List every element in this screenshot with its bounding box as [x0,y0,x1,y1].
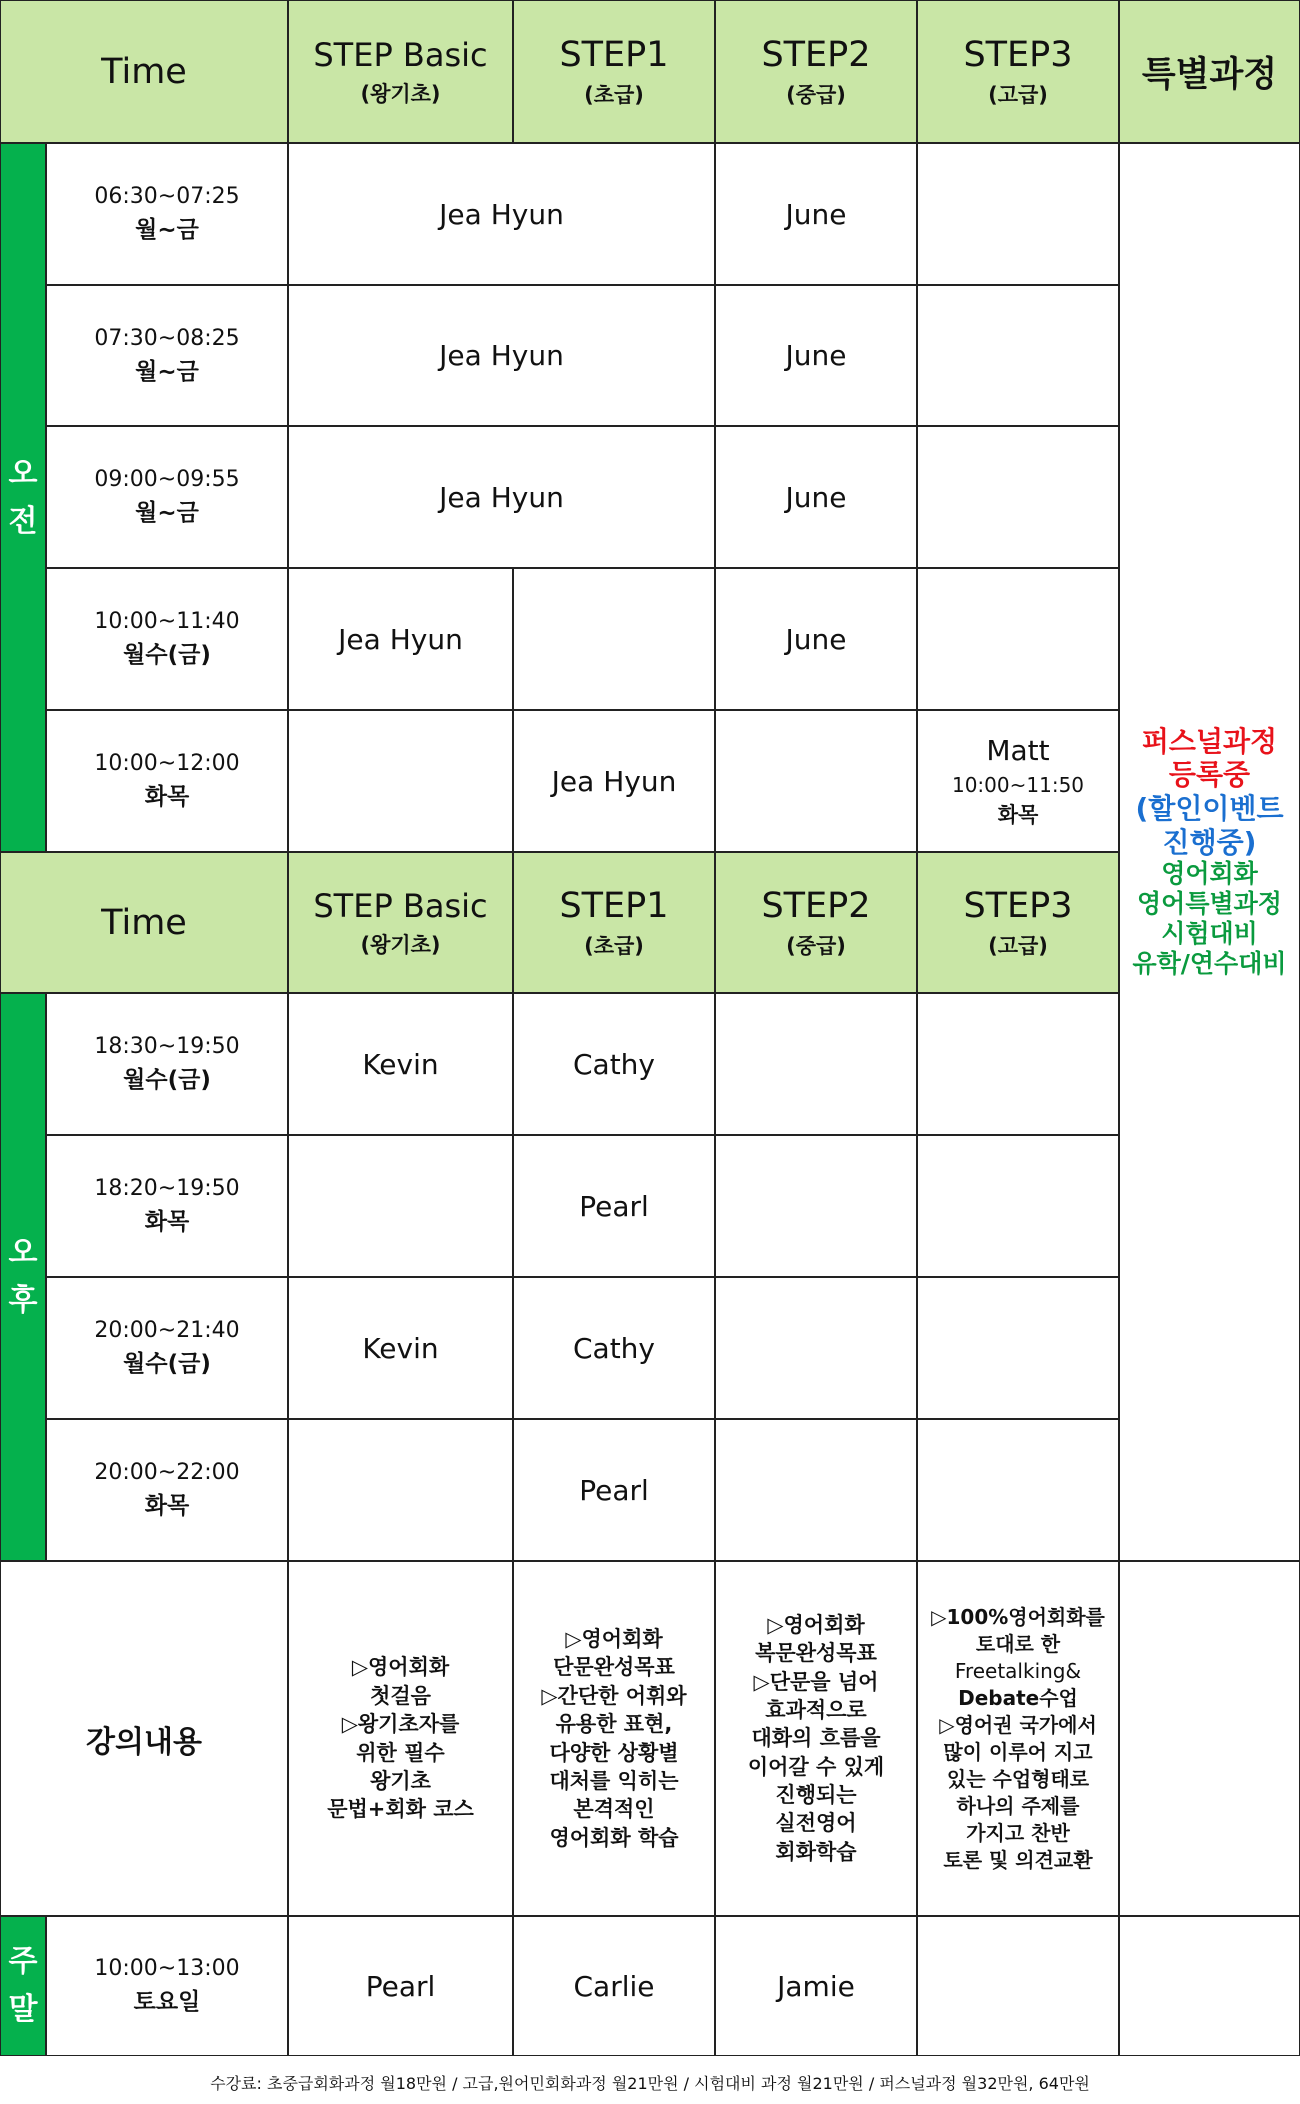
weekend-step1-teacher: Carlie [573,1969,655,2003]
am-row2-step2 [715,285,917,426]
header-step-basic-sub: (왕기초) [360,81,441,106]
section-am-text: 오 전 [8,455,38,539]
pm-row4-time [46,1419,288,1561]
header-special-title: 특별과정 [1141,54,1278,95]
pm-row1-step1 [513,993,715,1135]
am-row3-days: 월~금 [135,500,199,526]
content-step3-line: 하나의 주제를 [956,1793,1080,1818]
pm-header-time-label: Time [101,902,187,943]
pm-row4-step2 [715,1419,917,1561]
content-step1-line: 영어회화 학습 [549,1825,679,1850]
am-row5-step3-time: 10:00~11:50 [951,772,1085,797]
content-basic-line: 왕기초 [370,1768,431,1793]
content-step3 [917,1561,1119,1916]
content-step2-line: 진행되는 [775,1783,857,1808]
am-row2-step3 [917,285,1119,426]
am-row5-step2 [715,710,917,852]
content-label-text: 강의내용 [86,1724,202,1760]
section-am-label [0,143,46,852]
special-promo [1119,143,1300,1561]
pm-row3-days: 월수(금) [123,1351,211,1377]
content-basic-line: ▷영어회화 [351,1655,450,1680]
promo-line6: 영어특별과정 [1137,889,1282,919]
header-step1-sub: (초급) [584,82,644,107]
content-step1-line: 대처를 익히는 [549,1768,679,1793]
weekend-basic [288,1916,513,2056]
content-step2-line: 실전영어 [775,1811,857,1836]
am-row1-time-range: 06:30~07:25 [94,184,240,209]
am-row2-time-range: 07:30~08:25 [94,325,240,351]
content-step2-line: 효과적으로 [765,1697,867,1722]
weekend-days: 토요일 [133,1989,201,2015]
content-step2-line: ▷영어회화 [767,1612,865,1637]
am-row5-step1 [513,710,715,852]
weekend-step2 [715,1916,917,2056]
am-row3-step2 [715,426,917,568]
pm-row2-days: 화목 [144,1209,190,1235]
pm-row1-basic [288,993,513,1135]
am-row1-step3 [917,143,1119,285]
pm-row2-step3 [917,1135,1119,1277]
am-row1-basic-step1 [288,143,715,285]
content-step3-line: 많이 이루어 지고 [943,1739,1093,1764]
pm-header-time [0,852,288,993]
tuition-footer: 수강료: 초중급회화과정 월18만원 / 고급,원어민회화과정 월21만원 / 시험대비 과정 월21만원 / 퍼스널과정 월32만원, 64만원 [210,2073,1090,2093]
pm-row2-time-range: 18:20~19:50 [94,1176,240,1201]
am-row2-time [46,285,288,426]
header-step1-title: STEP1 [559,34,669,75]
section-pm-label [0,993,46,1561]
content-step1-line: 유용한 표현, [555,1712,673,1737]
pm-row3-time-range: 20:00~21:40 [94,1318,240,1343]
header-step3-sub: (고급) [988,82,1048,107]
am-row4-time [46,568,288,710]
special-promo-text [1132,725,1286,979]
header-step3-title: STEP3 [963,34,1073,75]
am-row5-step3 [917,710,1119,852]
pm-header-step3 [917,852,1119,993]
pm-row1-basic-teacher: Kevin [362,1047,439,1081]
am-row5-step3-teacher: Matt [986,733,1050,767]
am-row5-step3-days: 화목 [997,802,1039,827]
header-step1 [513,0,715,143]
am-row3-step3 [917,426,1119,568]
pm-row2-time [46,1135,288,1277]
content-step3-line: Debate수업 [958,1685,1078,1710]
am-row3-time [46,426,288,568]
am-row5-time [46,710,288,852]
am-row4-step3 [917,568,1119,710]
header-step-basic-title: STEP Basic [313,35,488,74]
content-step3-text [923,1604,1113,1874]
pm-header-step1-sub: (초급) [584,933,644,958]
weekend-basic-teacher: Pearl [365,1969,436,2003]
pm-header-step-basic [288,852,513,993]
content-basic [288,1561,513,1916]
content-step1-line: ▷간단한 어휘와 [541,1683,687,1708]
content-step3-line: 있는 수업형태로 [946,1766,1090,1791]
header-step2-title: STEP2 [761,34,871,75]
header-time-label: Time [101,51,187,92]
header-special [1119,0,1300,143]
am-row3-step2-teacher: June [785,480,847,514]
am-row3-teacher: Jea Hyun [439,480,564,514]
weekend-step3 [917,1916,1119,2056]
content-step2-line: 복문완성목표 [755,1641,877,1666]
am-row4-step2-teacher: June [785,622,847,656]
content-step2-line: 대화의 흐름을 [751,1726,881,1751]
content-step1 [513,1561,715,1916]
promo-line2: 등록중 [1168,758,1251,792]
content-step1-line: 본격적인 [573,1797,655,1822]
content-basic-line: ▷왕기초자를 [341,1712,460,1737]
content-basic-line: 위한 필수 [356,1740,445,1765]
content-basic-line: 문법+회화 코스 [327,1797,474,1822]
content-step2-line: 이어갈 수 있게 [747,1754,885,1779]
content-step3-line: ▷영어권 국가에서 [939,1712,1097,1737]
pm-row4-step1 [513,1419,715,1561]
am-row1-step2-teacher: June [785,197,847,231]
pm-row2-step2 [715,1135,917,1277]
content-basic-text [319,1653,482,1823]
am-row1-days: 월~금 [135,217,199,243]
pm-row3-basic [288,1277,513,1419]
pm-row1-time [46,993,288,1135]
pm-row3-step1 [513,1277,715,1419]
am-row3-basic-step1 [288,426,715,568]
header-time [0,0,288,143]
am-row4-time-range: 10:00~11:40 [94,609,240,634]
pm-header-step2-sub: (중급) [786,933,846,958]
content-step3-line: 토론 및 의견교환 [943,1847,1093,1872]
content-step3-line: Freetalking& [954,1658,1082,1683]
weekend-step1 [513,1916,715,2056]
pm-row3-step3 [917,1277,1119,1419]
am-row1-teacher: Jea Hyun [439,197,564,231]
am-row2-basic-step1 [288,285,715,426]
header-step2 [715,0,917,143]
am-row4-basic-teacher: Jea Hyun [338,622,463,656]
pm-header-step2-title: STEP2 [761,885,871,926]
content-special [1119,1561,1300,1916]
content-step3-line: 토대로 한 [975,1631,1061,1656]
am-row4-step2 [715,568,917,710]
promo-line1: 퍼스널과정 [1141,724,1278,758]
content-step2 [715,1561,917,1916]
content-step3-line: 가지고 찬반 [966,1820,1070,1845]
am-row5-step1-teacher: Jea Hyun [551,764,677,798]
pm-header-step-basic-title: STEP Basic [313,886,488,925]
weekend-special [1119,1916,1300,2056]
pm-header-step3-sub: (고급) [988,933,1048,958]
pm-row4-basic [288,1419,513,1561]
content-step3-line: ▷100%영어회화를 [931,1604,1105,1629]
pm-header-step1 [513,852,715,993]
am-row3-time-range: 09:00~09:55 [94,467,240,492]
section-pm-text: 오 후 [8,1235,38,1318]
pm-row3-step1-teacher: Cathy [572,1331,655,1365]
promo-line8: 유학/연수대비 [1132,949,1287,979]
pm-row2-basic [288,1135,513,1277]
pm-row1-days: 월수(금) [123,1067,211,1093]
pm-row3-step2 [715,1277,917,1419]
content-step2-text [740,1611,892,1866]
am-row5-basic [288,710,513,852]
am-row5-time-range: 10:00~12:00 [94,751,240,776]
pm-header-step1-title: STEP1 [559,885,669,926]
am-row2-days: 월~금 [135,358,199,385]
pm-row4-time-range: 20:00~22:00 [94,1460,240,1485]
pm-row3-time [46,1277,288,1419]
content-step1-line: 다양한 상황별 [549,1740,679,1765]
header-step-basic [288,0,513,143]
am-row2-step2-teacher: June [785,339,847,372]
promo-line4: 진행중) [1162,825,1257,859]
am-row5-days: 화목 [144,784,190,810]
header-step3 [917,0,1119,143]
promo-line3: (할인이벤트 [1135,792,1284,825]
content-step1-line: 단문완성목표 [553,1655,675,1680]
pm-header-step2 [715,852,917,993]
weekend-time [46,1916,288,2056]
pm-row3-basic-teacher: Kevin [362,1331,439,1365]
pm-row4-step1-teacher: Pearl [579,1473,649,1507]
content-basic-line: 첫걸음 [370,1683,431,1708]
content-step2-line: ▷단문을 넘어 [753,1669,879,1694]
content-label [0,1561,288,1916]
pm-row1-time-range: 18:30~19:50 [94,1034,240,1059]
am-row2-teacher: Jea Hyun [439,339,564,372]
section-weekend-label [0,1916,46,2056]
pm-row1-step3 [917,993,1119,1135]
am-row1-step2 [715,143,917,285]
pm-row1-step1-teacher: Cathy [572,1047,655,1081]
pm-row2-step1 [513,1135,715,1277]
header-step2-sub: (중급) [786,82,846,107]
pm-row1-step2 [715,993,917,1135]
pm-header-step3-title: STEP3 [963,885,1073,926]
promo-line7: 시험대비 [1161,919,1258,949]
content-step1-line: ▷영어회화 [565,1627,663,1652]
am-row4-step1 [513,568,715,710]
pm-header-step-basic-sub: (왕기초) [360,932,441,957]
am-row4-days: 월수(금) [123,642,211,668]
section-weekend-text: 주 말 [8,1944,38,2027]
weekend-time-range: 10:00~13:00 [94,1956,240,1981]
weekend-step2-teacher: Jamie [777,1969,855,2003]
am-row4-basic [288,568,513,710]
pm-row2-step1-teacher: Pearl [579,1189,649,1223]
pm-row4-days: 화목 [144,1493,190,1519]
pm-row4-step3 [917,1419,1119,1561]
am-row1-time [46,143,288,285]
content-step1-text [533,1625,694,1852]
content-step2-line: 회화학습 [775,1839,857,1864]
promo-line5: 영어회화 [1161,859,1258,889]
